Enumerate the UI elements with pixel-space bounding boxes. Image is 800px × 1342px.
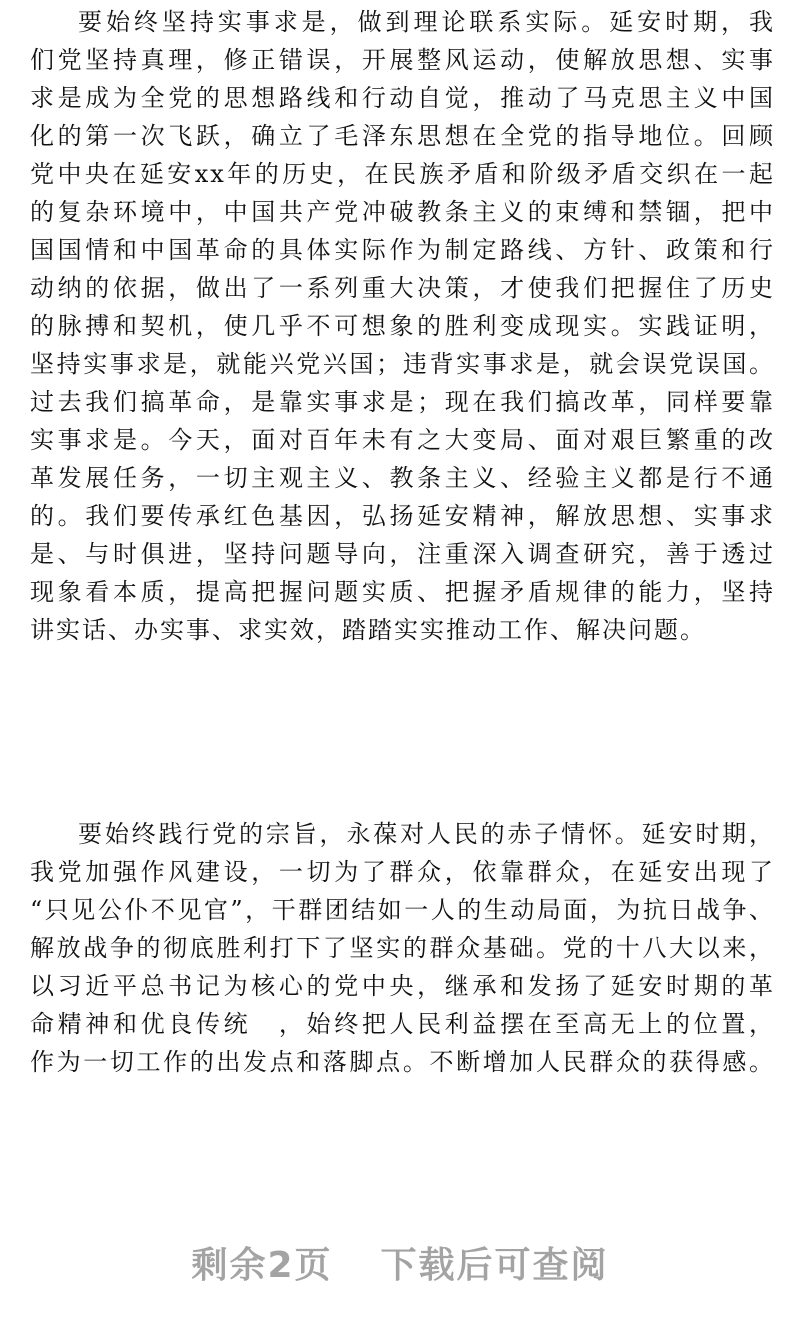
text-line: 化的第一次飞跃，确立了毛泽东思想在全党的指导地位。回顾: [30, 122, 775, 150]
text-line: 我党加强作风建设，一切为了群众，依靠群众，在延安出现了: [30, 858, 775, 886]
text-line: 的复杂环境中，中国共产党冲破教条主义的束缚和禁锢，把中: [30, 198, 775, 226]
paragraph-1: [30, 3, 775, 649]
text-line: 要始终践行党的宗旨，永葆对人民的赤子情怀。延安时期，: [78, 820, 775, 848]
text-line: 实事求是。今天，面对百年未有之大变局、面对艰巨繁重的改: [30, 426, 775, 454]
text-line: 现象看本质，提高把握问题实质、把握矛盾规律的能力，坚持: [30, 578, 775, 606]
text-line: 是、与时俱进，坚持问题导向，注重深入调查研究，善于透过: [30, 540, 775, 568]
text-line: 命精神和优良传统 ，始终把人民利益摆在至高无上的位置，: [30, 1010, 775, 1038]
text-line: 的脉搏和契机，使几乎不可想象的胜利变成现实。实践证明，: [30, 312, 775, 340]
text-line: 求是成为全党的思想路线和行动自觉，推动了马克思主义中国: [30, 84, 775, 112]
text-line: “只见公仆不见官”，干群团结如一人的生动局面，为抗日战争、: [30, 896, 775, 924]
text-line: 的。我们要传承红色基因，弘扬延安精神，解放思想、实事求: [30, 502, 775, 530]
text-line: 坚持实事求是，就能兴党兴国；违背实事求是，就会误党误国。: [30, 350, 775, 378]
paragraph-2: [30, 815, 775, 1081]
text-line: 过去我们搞革命，是靠实事求是；现在我们搞改革，同样要靠: [30, 388, 775, 416]
text-line: 解放战争的彻底胜利打下了坚实的群众基础。党的十八大以来，: [30, 934, 775, 962]
text-line: 要始终坚持实事求是，做到理论联系实际。延安时期，我: [78, 8, 775, 36]
text-line: 讲实话、办实事、求实效，踏踏实实推动工作、解决问题。: [30, 616, 706, 644]
text-line: 党中央在延安xx年的历史，在民族矛盾和阶级矛盾交织在一起: [30, 160, 775, 188]
text-line: 以习近平总书记为核心的党中央，继承和发扬了延安时期的革: [30, 972, 775, 1000]
text-line: 作为一切工作的出发点和落脚点。不断增加人民群众的获得感。: [30, 1048, 775, 1076]
text-line: 动纳的依据，做出了一系列重大决策，才使我们把握住了历史: [30, 274, 775, 302]
text-line: 革发展任务，一切主观主义、教条主义、经验主义都是行不通: [30, 464, 775, 492]
remaining-pages-label: 剩余2页: [191, 1245, 333, 1286]
text-line: 国国情和中国革命的具体实际作为制定路线、方针、政策和行: [30, 236, 775, 264]
text-line: 们党坚持真理，修正错误，开展整风运动，使解放思想、实事: [30, 46, 775, 74]
download-hint-label[interactable]: 下载后可查阅: [380, 1245, 609, 1286]
download-prompt-banner[interactable]: [0, 1238, 800, 1294]
